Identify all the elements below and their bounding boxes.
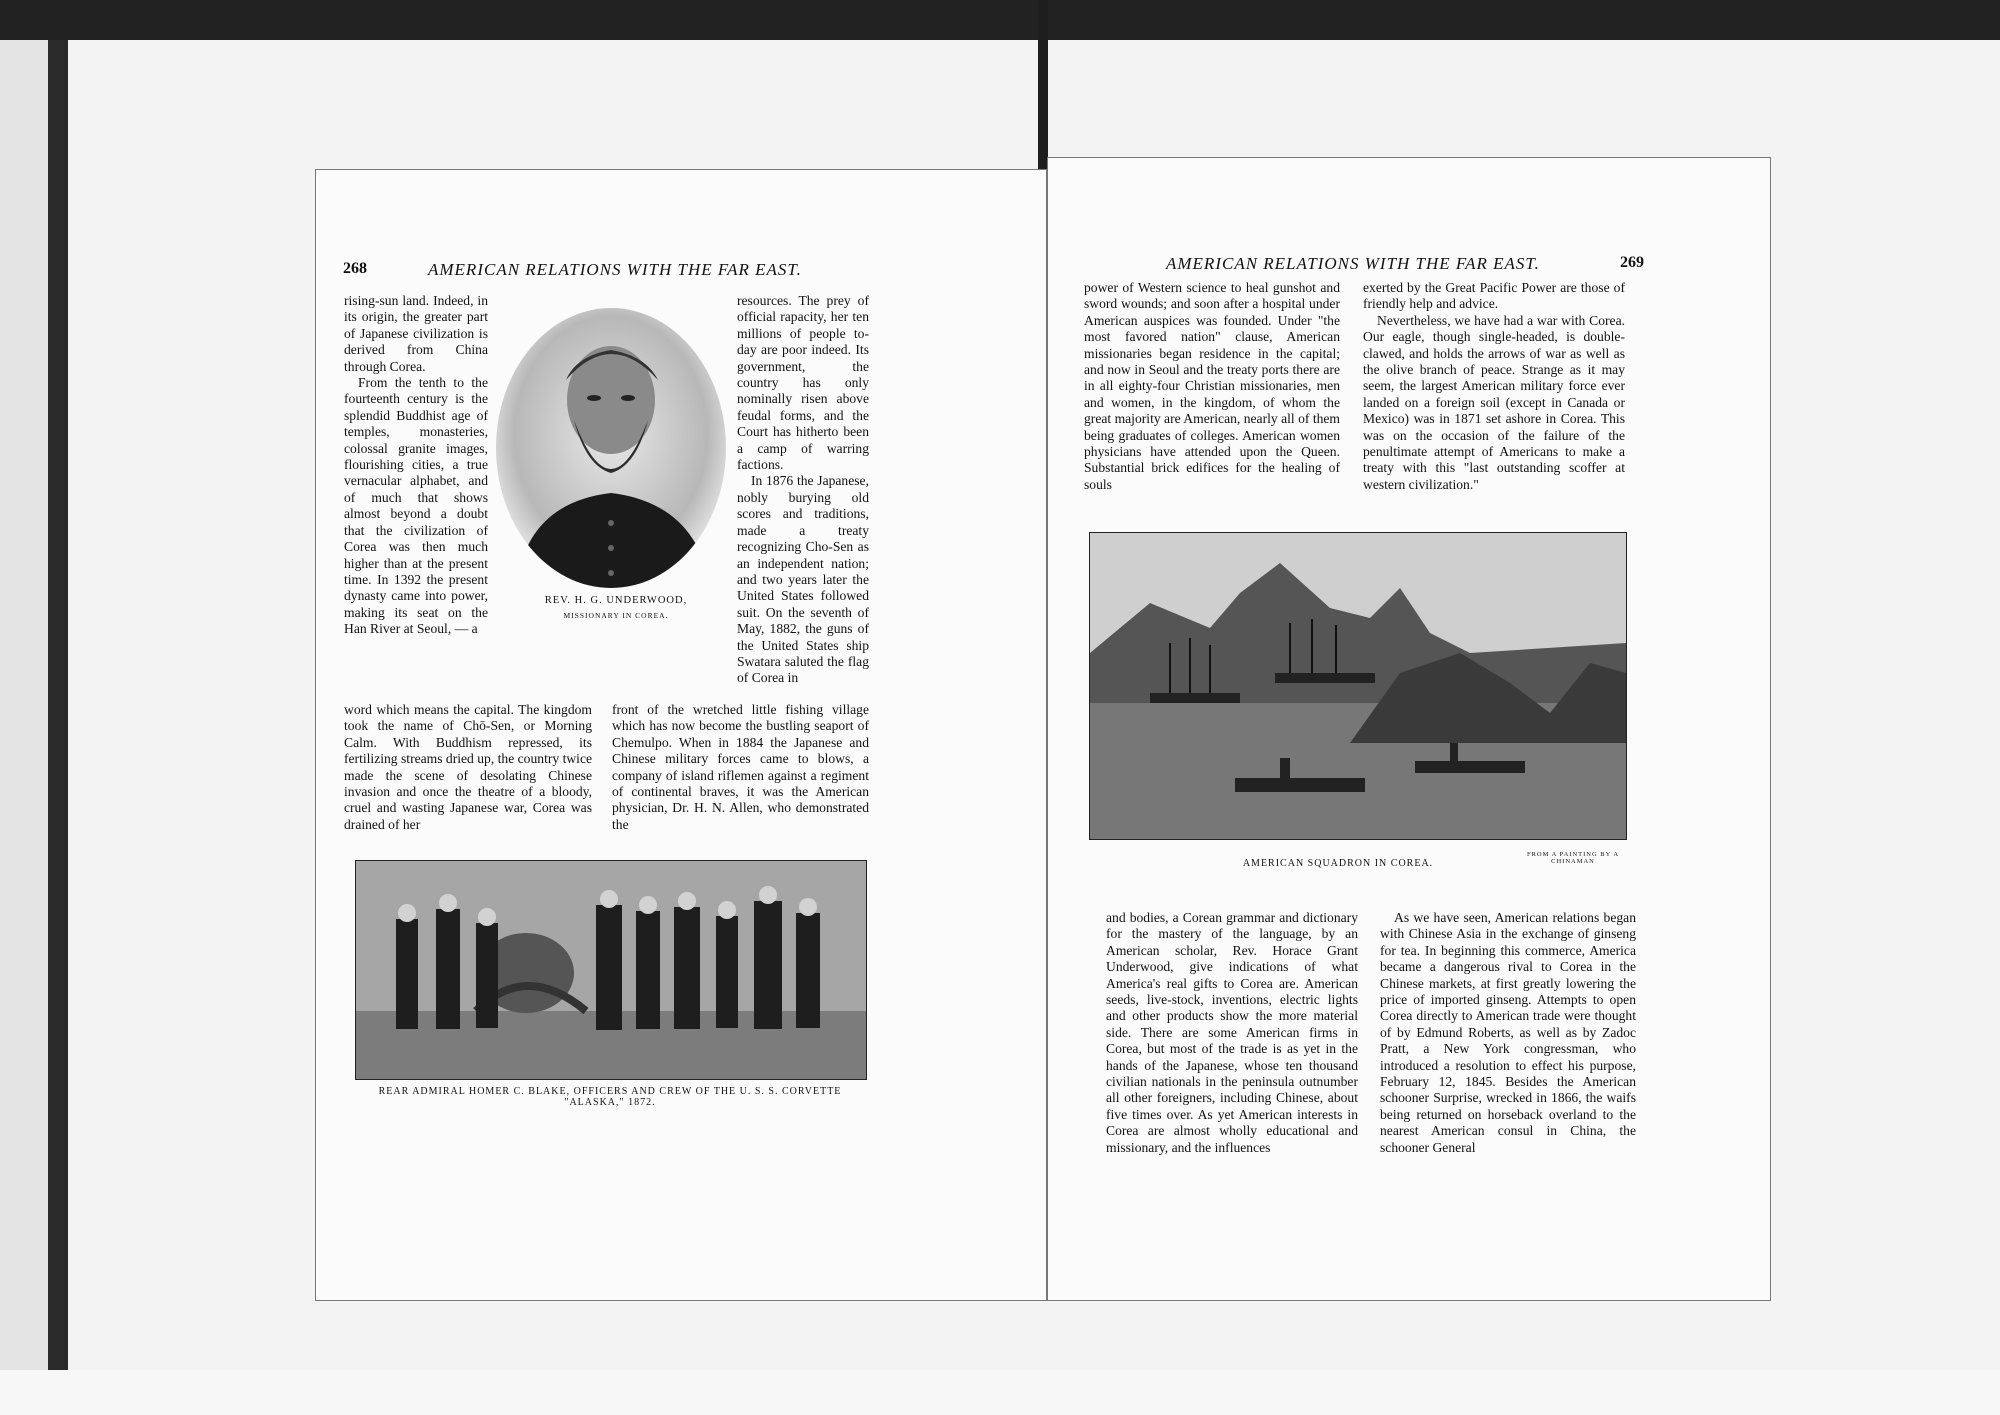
squadron-image bbox=[1090, 533, 1626, 839]
text-column-a bbox=[344, 293, 488, 638]
scan-top-edge bbox=[0, 0, 2000, 40]
text-column-a bbox=[1084, 280, 1340, 493]
paragraph: word which means the capital. The kingdom took the name of Chō-Sen, or Morning Calm. With Buddhism repressed, its fertilizing streams dried up, the country twice made the scene of desolating Chinese invasion and once the theatre of a bloody, cruel and wasting Japanese war, Corea was drained of her bbox=[344, 702, 593, 832]
left-page bbox=[316, 170, 1046, 1300]
right-page bbox=[1048, 158, 1770, 1300]
paragraph: exerted by the Great Pacific Power are those of friendly help and advice. bbox=[1363, 280, 1625, 312]
text-column-d bbox=[612, 702, 869, 833]
crew-caption: REAR ADMIRAL HOMER C. BLAKE, OFFICERS AND CREW OF THE U. S. S. CORVETTE "ALASKA," 1872. bbox=[378, 1086, 842, 1108]
text-column-d bbox=[1380, 910, 1636, 1156]
paragraph: and bodies, a Corean grammar and dictionary for the mastery of the language, by an American scholar, Rev. Horace Grant Underwood, give indications of what America's real gifts to Corea are. American seeds, live-stock, inventions, electric lights and other products show the more material side. There are some American firms in Corea, but most of the trade is as yet in the hands of the Japanese, whose ten thousand civilian nationals in the peninsula outnumber all other foreigners, including Chinese, about five times over. As yet American interests in Corea are almost wholly educational and missionary, and the influences bbox=[1106, 910, 1358, 1155]
text-column-b bbox=[1363, 280, 1625, 493]
paragraph: As we have seen, American relations began with Chinese Asia in the exchange of ginseng for tea. In beginning this commerce, America became a dangerous rival to Corea in the Chinese markets, at first greatly lowering the price of imported ginseng. Attempts to open Corea directly to American trade were thought of by Edmund Roberts, as well as by Zadoc Pratt, a New York congressman, who introduced a resolution to effect his purpose, February 12, 1845. Besides the American schooner Surprise, wrecked in 1866, the waifs being returned on horseback overland to the nearest American consul in China, the schooner General bbox=[1380, 910, 1636, 1155]
paragraph: rising-sun land. Indeed, in its origin, the greater part of Japanese civilization is derived from China through Corea. bbox=[344, 293, 488, 374]
portrait-subcaption: MISSIONARY IN COREA. bbox=[563, 611, 669, 620]
scan-bottom-edge bbox=[0, 1370, 2000, 1415]
portrait-caption: REV. H. G. UNDERWOOD, bbox=[544, 595, 688, 606]
crew-photograph bbox=[355, 860, 867, 1080]
running-head: AMERICAN RELATIONS WITH THE FAR EAST. bbox=[1166, 254, 1540, 273]
running-head: AMERICAN RELATIONS WITH THE FAR EAST. bbox=[428, 260, 802, 279]
text-column-c bbox=[344, 702, 592, 833]
portrait-image bbox=[496, 308, 726, 588]
paragraph: front of the wretched little fishing village which has now become the bustling seaport of Chemulpo. When in 1884 the Japanese and Chinese military forces came to blows, a company of island riflemen against a regiment of continental braves, it was the American physician, Dr. H. N. Allen, who demonstrated the bbox=[612, 702, 869, 832]
page-number: 268 bbox=[343, 260, 367, 277]
crew-image bbox=[356, 861, 866, 1079]
text-column-b bbox=[737, 293, 869, 687]
squadron-painting bbox=[1089, 532, 1627, 840]
paragraph: In 1876 the Japanese, nobly burying old scores and traditions, made a treaty recognizing Cho-Sen as an independent nation; and two years later the United States followed suit. On the seventh of May, 1882, the guns of the United States ship Swatara saluted the flag of Corea in bbox=[737, 473, 869, 686]
paragraph: From the tenth to the fourteenth century is the splendid Buddhist age of temples, monasteries, colossal granite images, flourishing cities, a true vernacular alphabet, and of much that shows almost beyond a doubt that the civilization of Corea was then much higher than at the present time. In 1392 the present dynasty came into power, making its seat on the Han River at Seoul, — a bbox=[344, 375, 488, 637]
text-column-c bbox=[1106, 910, 1358, 1156]
scan-left-edge bbox=[48, 40, 68, 1370]
page-number: 269 bbox=[1620, 254, 1644, 271]
scan-divider bbox=[1038, 0, 1048, 170]
paragraph: resources. The prey of official rapacity, her ten millions of people to-day are poor indeed. Its government, the country has only nominally risen above feudal forms, and the Court has hitherto been a camp of warring factions. bbox=[737, 293, 869, 473]
paragraph: Nevertheless, we have had a war with Corea. Our eagle, though single-headed, is double-clawed, and holds the arrows of war as well as the olive branch of peace. Strange as it may seem, the largest American military force ever landed on a foreign soil (except in Canada or Mexico) was in 1871 set ashore in Corea. This was on the occasion of the failure of the penultimate attempt of Americans to make a treaty with this "last outstanding scoffer at western civilization." bbox=[1363, 312, 1625, 492]
squadron-credit: FROM A PAINTING BY A CHINAMAN bbox=[1526, 851, 1620, 865]
paragraph: power of Western science to heal gunshot and sword wounds; and soon after a hospital under American auspices was founded. Under "the most favored nation" clause, American missionaries began residence in the capital; and now in Seoul and the treaty ports there are in all eighty-four Christian missionaries, men and women, in the kingdom, of whom the great majority are American, nearly all of them being graduates of colleges. American women physicians have attended upon the Queen. Substantial brick edifices for the healing of souls bbox=[1084, 280, 1340, 492]
squadron-caption: AMERICAN SQUADRON IN COREA. bbox=[1242, 858, 1434, 869]
underwood-portrait bbox=[496, 308, 726, 588]
